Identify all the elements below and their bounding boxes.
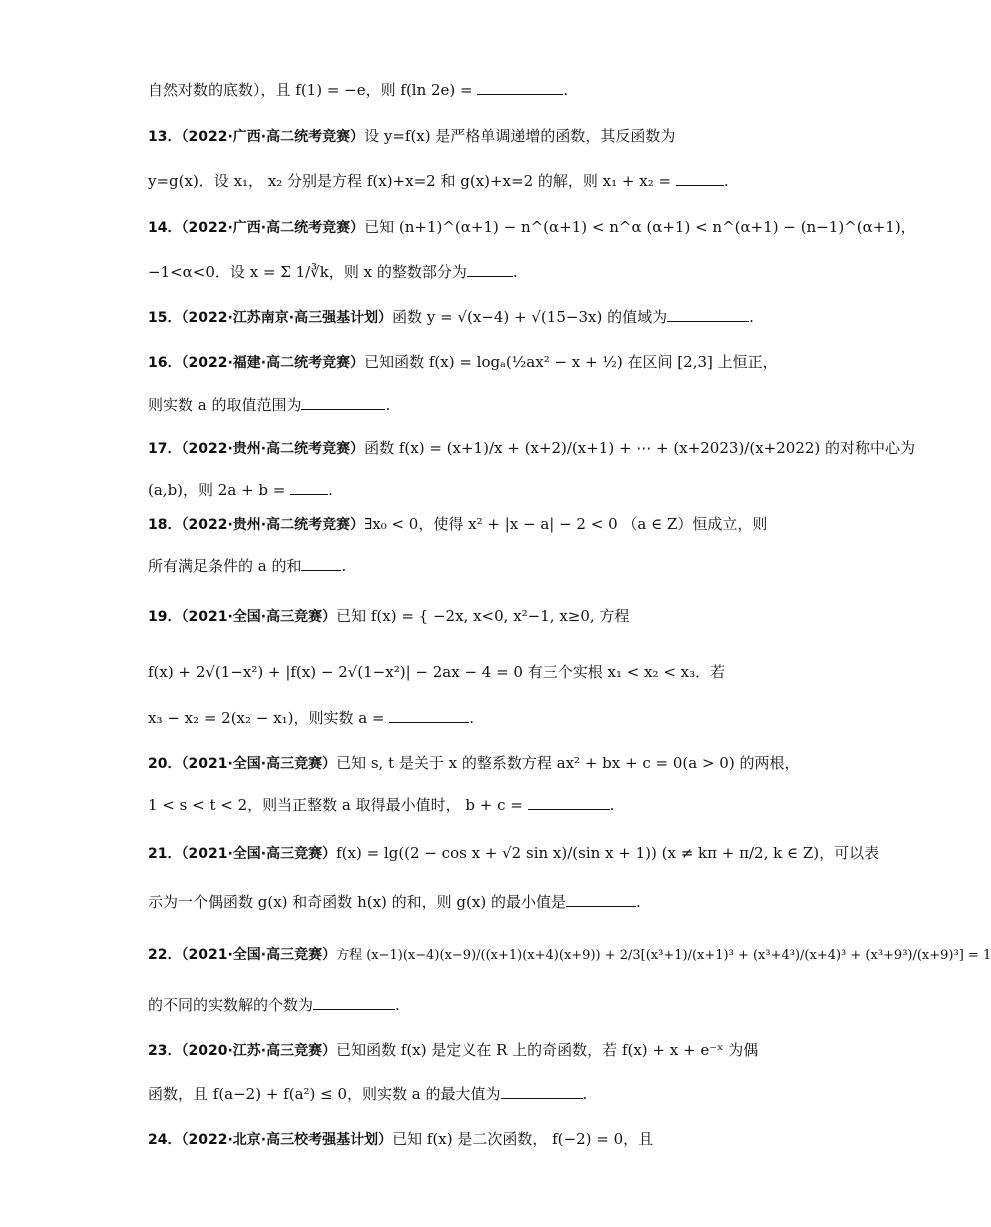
line-text: 自然对数的底数），且 f(1) = −e，则 f(ln 2e) =	[148, 81, 478, 99]
answer-blank[interactable]	[528, 795, 610, 810]
question-text: 函数，且 f(a−2) + f(a²) ≤ 0，则实数 a 的最大值为	[148, 1085, 501, 1103]
answer-blank[interactable]	[477, 80, 563, 95]
question-source: （2022·贵州·高二统考竞赛）	[181, 517, 365, 533]
question-text: 则实数 a 的取值范围为	[148, 396, 302, 414]
question-text: 已知 f(x) = { −2x, x<0, x²−1, x≥0, 方程	[336, 607, 630, 625]
question-text: 已知 f(x) 是二次函数， f(−2) = 0，且	[392, 1130, 654, 1148]
question-text: 函数 f(x) = (x+1)/x + (x+2)/(x+1) + ⋯ + (x+2023)/(x+2022) 的对称中心为	[364, 439, 916, 457]
question-text: 的不同的实数解的个数为	[148, 996, 314, 1014]
question-19-line-1	[148, 606, 768, 627]
question-19-line-2	[148, 662, 768, 682]
question-source: （2022·福建·高二统考竞赛）	[181, 355, 365, 371]
answer-blank[interactable]	[676, 171, 724, 186]
question-source: （2022·江苏南京·高三强基计划）	[181, 310, 393, 326]
question-number: 17．	[148, 441, 182, 457]
question-number: 19．	[148, 609, 182, 625]
question-text: 所有满足条件的 a 的和	[148, 557, 302, 575]
question-text: 1 < s < t < 2，则当正整数 a 取得最小值时， b + c =	[148, 796, 528, 814]
question-source: （2022·广西·高二统考竞赛）	[181, 129, 365, 145]
answer-blank[interactable]	[389, 708, 469, 723]
question-18-line-2: 所有满足条件的 a 的和 .	[148, 557, 347, 575]
question-22-line-2: 的不同的实数解的个数为 .	[148, 996, 400, 1014]
question-source: （2022·贵州·高二统考竞赛）	[181, 441, 365, 457]
question-text: f(x) = lg((2 − cos x + √2 sin x)/(sin x + 1)) (x ≠ kπ + π/2, k ∈ Z)，可以表	[336, 844, 880, 862]
question-number: 13．	[148, 129, 182, 145]
question-text: y=g(x)．设 x₁， x₂ 分别是方程 f(x)+x=2 和 g(x)+x=2 的解，则 x₁ + x₂ =	[148, 172, 676, 190]
question-text: 示为一个偶函数 g(x) 和奇函数 h(x) 的和，则 g(x) 的最小值是	[148, 893, 566, 911]
question-number: 14．	[148, 220, 182, 236]
question-source: （2021·全国·高三竞赛）	[181, 947, 337, 963]
question-text: −1<α<0．设 x = Σ 1/∛k，则 x 的整数部分为	[148, 263, 467, 281]
answer-blank[interactable]	[667, 307, 749, 322]
question-16-line-2: 则实数 a 的取值范围为 .	[148, 396, 391, 414]
question-text: 设 y=f(x) 是严格单调递增的函数，其反函数为	[364, 127, 676, 145]
question-20-line-2: 1 < s < t < 2，则当正整数 a 取得最小值时， b + c = .	[148, 796, 615, 814]
question-text: 已知 (n+1)^(α+1) − n^(α+1) < n^α (α+1) < n^(α+1) − (n−1)^(α+1)，	[364, 218, 916, 236]
question-16-line-1	[148, 352, 778, 373]
question-24-line-1	[148, 1129, 768, 1150]
answer-blank[interactable]	[290, 480, 328, 495]
question-text: (a,b)，则 2a + b =	[148, 481, 291, 499]
question-17-line-1	[148, 438, 916, 459]
question-text: 已知函数 f(x) = logₐ(½ax² − x + ½) 在区间 [2,3] 上恒正，	[364, 353, 778, 371]
question-source: （2022·北京·高三校考强基计划）	[181, 1132, 393, 1148]
answer-blank[interactable]	[301, 556, 341, 571]
question-number: 21．	[148, 846, 182, 862]
question-13-line-2: y=g(x)．设 x₁， x₂ 分别是方程 f(x)+x=2 和 g(x)+x=2 的解，则 x₁ + x₂ = .	[148, 172, 729, 190]
answer-blank[interactable]	[313, 995, 395, 1010]
question-text: 函数 y = √(x−4) + √(15−3x) 的值域为	[392, 308, 668, 326]
question-21-line-2: 示为一个偶函数 g(x) 和奇函数 h(x) 的和，则 g(x) 的最小值是 .	[148, 893, 641, 911]
question-number: 20．	[148, 756, 182, 772]
question-text: 已知 s, t 是关于 x 的整系数方程 ax² + bx + c = 0(a > 0) 的两根，	[336, 754, 800, 772]
question-source: （2021·全国·高三竞赛）	[181, 846, 337, 862]
answer-blank[interactable]	[301, 395, 385, 410]
question-14-line-2: −1<α<0．设 x = Σ 1/∛k，则 x 的整数部分为 .	[148, 263, 518, 281]
question-source: （2022·广西·高二统考竞赛）	[181, 220, 365, 236]
question-text: x₃ − x₂ = 2(x₂ − x₁)，则实数 a =	[148, 709, 390, 727]
answer-blank[interactable]	[501, 1084, 583, 1099]
question-22-line-1	[148, 944, 991, 966]
question-number: 16．	[148, 355, 182, 371]
question-23-line-2: 函数，且 f(a−2) + f(a²) ≤ 0，则实数 a 的最大值为 .	[148, 1085, 588, 1103]
question-text: 已知函数 f(x) 是定义在 R 上的奇函数，若 f(x) + x + e⁻ˣ 为偶	[336, 1041, 759, 1059]
question-19-line-3: x₃ − x₂ = 2(x₂ − x₁)，则实数 a = .	[148, 709, 475, 727]
question-text: 方程 (x−1)(x−4)(x−9)/((x+1)(x+4)(x+9)) + 2/3[(x³+1)/(x+1)³ + (x³+4³)/(x+4)³ + (x³+9³)/(x+9)³] = 1	[336, 948, 991, 963]
question-number: 22．	[148, 947, 182, 963]
question-text: ∃x₀ < 0，使得 x² + |x − a| − 2 < 0 （a ∈ Z）恒成立，则	[364, 515, 768, 533]
question-number: 24．	[148, 1132, 182, 1148]
question-20-line-1	[148, 753, 800, 774]
question-number: 23．	[148, 1043, 182, 1059]
question-13-line-1	[148, 126, 768, 147]
question-23-line-1	[148, 1040, 768, 1061]
question-source: （2020·江苏·高三竞赛）	[181, 1043, 337, 1059]
question-21-line-1	[148, 843, 880, 864]
answer-blank[interactable]	[566, 892, 636, 907]
answer-blank[interactable]	[467, 262, 513, 277]
question-18-line-1	[148, 514, 768, 535]
text-line-continuation: 自然对数的底数），且 f(1) = −e，则 f(ln 2e) = .	[148, 81, 569, 99]
question-17-line-2: (a,b)，则 2a + b = .	[148, 481, 333, 499]
question-text: f(x) + 2√(1−x²) + |f(x) − 2√(1−x²)| − 2ax − 4 = 0 有三个实根 x₁ < x₂ < x₃．若	[148, 663, 726, 681]
question-15: 15．（2022·江苏南京·高三强基计划）函数 y = √(x−4) + √(15−3x) 的值域为 .	[148, 308, 754, 326]
question-number: 15．	[148, 310, 182, 326]
question-source: （2021·全国·高三竞赛）	[181, 609, 337, 625]
question-source: （2021·全国·高三竞赛）	[181, 756, 337, 772]
question-number: 18．	[148, 517, 182, 533]
question-14-line-1	[148, 217, 916, 238]
